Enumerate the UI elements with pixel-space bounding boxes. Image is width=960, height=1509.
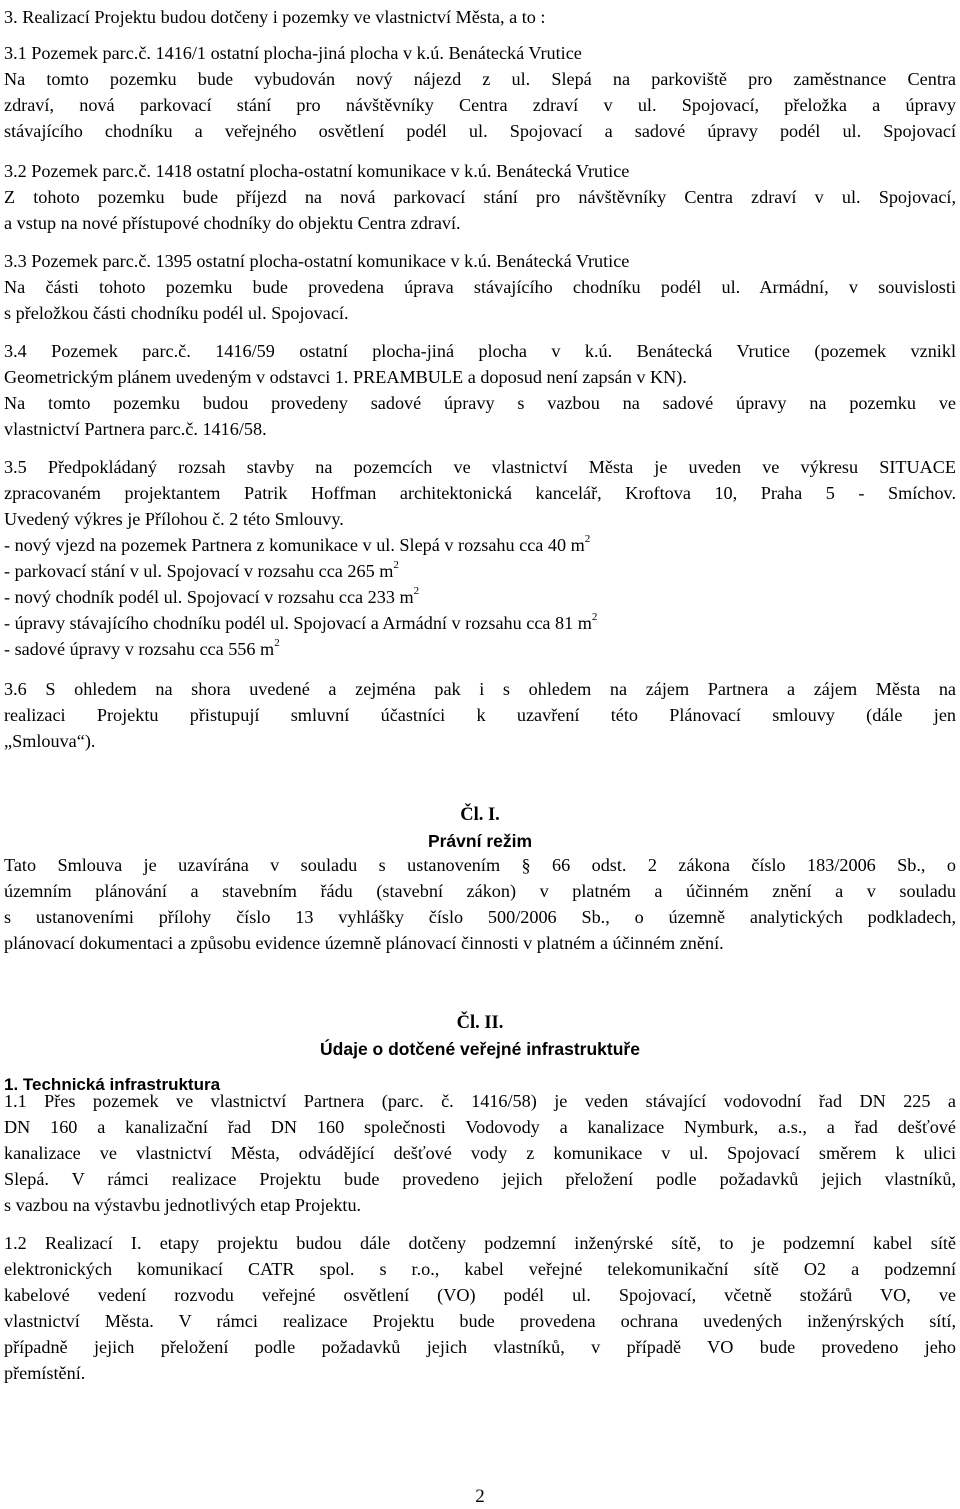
text-line-content: kanalizace ve vlastnictví Města, odvádějící dešťové vody z komunikace v ul. Spojovací směrem k ulici bbox=[4, 1143, 956, 1163]
text-line bbox=[4, 702, 956, 728]
text-line-content: - parkovací stání v ul. Spojovací v rozsahu cca 265 m bbox=[4, 561, 394, 581]
text-line bbox=[4, 1256, 956, 1282]
text-line-content: Na tomto pozemku budou provedeny sadové úpravy s vazbou na sadové úpravy na pozemku ve bbox=[4, 393, 956, 413]
text-line bbox=[4, 558, 956, 584]
text-line bbox=[4, 930, 956, 956]
section-heading: Údaje o dotčené veřejné infrastruktuře bbox=[320, 1039, 640, 1059]
superscript: 2 bbox=[413, 584, 420, 597]
text-line-content: DN 160 a kanalizační řad DN 160 společnosti Vodovody a kanalizace Nymburk, a.s., a řad dešťové bbox=[4, 1117, 956, 1137]
text-line-content: - nový chodník podél ul. Spojovací v rozsahu cca 233 m bbox=[4, 587, 414, 607]
text-line bbox=[4, 852, 956, 878]
text-line bbox=[4, 1140, 956, 1166]
text-line bbox=[4, 4, 956, 30]
text-line bbox=[4, 1308, 956, 1334]
text-line-content: 3.5 Předpokládaný rozsah stavby na pozemcích ve vlastnictví Města je uveden ve výkresu SITUACE bbox=[4, 457, 956, 477]
text-line-content: 3.2 Pozemek parc.č. 1418 ostatní plocha-ostatní komunikace v k.ú. Benátecká Vrutice bbox=[4, 161, 630, 181]
text-line-content: 3.3 Pozemek parc.č. 1395 ostatní plocha-ostatní komunikace v k.ú. Benátecká Vrutice bbox=[4, 251, 630, 271]
text-line bbox=[4, 904, 956, 930]
text-line bbox=[4, 184, 956, 210]
text-line bbox=[4, 364, 956, 390]
section-heading: Právní režim bbox=[427, 831, 533, 851]
page-number: 2 bbox=[475, 1486, 485, 1507]
text-line-content: kabelové vedení rozvodu veřejné osvětlení (VO) podél ul. Spojovací, včetně stožárů VO, ve bbox=[4, 1285, 956, 1305]
text-line bbox=[4, 1282, 956, 1308]
text-line bbox=[4, 118, 956, 144]
text-line-content: přemístění. bbox=[4, 1363, 86, 1383]
text-line-content: 1.2 Realizací I. etapy projektu budou dále dotčeny podzemní inženýrské sítě, to je podzemní kabel sítě bbox=[4, 1233, 956, 1253]
text-line bbox=[4, 1192, 956, 1218]
section-heading: Čl. I. bbox=[460, 805, 500, 825]
text-line-content: 1.1 Přes pozemek ve vlastnictví Partnera (parc. č. 1416/58) je veden stávající vodovodní řad DN 225 a bbox=[4, 1091, 956, 1111]
text-line bbox=[4, 506, 956, 532]
text-line bbox=[4, 532, 956, 558]
text-line-content: Na tomto pozemku bude vybudován nový nájezd z ul. Slepá na parkoviště pro zaměstnance Centra bbox=[4, 69, 956, 89]
text-line bbox=[4, 878, 956, 904]
section-heading: Čl. II. bbox=[456, 1013, 504, 1033]
text-line-content: elektronických komunikací CATR spol. s r.o., kabel veřejné telekomunikační sítě O2 a podzemní bbox=[4, 1259, 956, 1279]
text-line-content: 3.1 Pozemek parc.č. 1416/1 ostatní plocha-jiná plocha v k.ú. Benátecká Vrutice bbox=[4, 43, 582, 63]
text-line bbox=[4, 66, 956, 92]
text-line-content: Na části tohoto pozemku bude provedena úprava stávajícího chodníku podél ul. Armádní, v souvislosti bbox=[4, 277, 956, 297]
text-line bbox=[4, 416, 956, 442]
text-line bbox=[4, 610, 956, 636]
text-line-content: s ustanoveními přílohy číslo 13 vyhlášky číslo 500/2006 Sb., o územně analytických podkladech, bbox=[4, 907, 956, 927]
text-line bbox=[4, 248, 956, 274]
text-line-content: případně jejich přeložení podle požadavků jejich vlastníků, v případě VO bude provedeno jeho bbox=[4, 1337, 956, 1357]
text-line bbox=[4, 338, 956, 364]
text-line bbox=[4, 1114, 956, 1140]
text-line bbox=[4, 1360, 956, 1386]
subsection-heading: 1. Technická infrastruktura bbox=[4, 1075, 221, 1094]
superscript: 2 bbox=[393, 558, 399, 571]
text-line bbox=[4, 636, 956, 662]
text-line-content: Geometrickým plánem uvedeným v odstavci 1. PREAMBULE a doposud není zapsán v KN). bbox=[4, 367, 687, 387]
text-line-content: územním plánování a stavebním řádu (stavební zákon) v platném a účinném znění a v souladu bbox=[4, 881, 956, 901]
text-line bbox=[4, 480, 956, 506]
text-line-content: - sadové úpravy v rozsahu cca 556 m bbox=[4, 639, 275, 659]
text-line bbox=[4, 676, 956, 702]
text-line-content: s vazbou na výstavbu jednotlivých etap Projektu. bbox=[4, 1195, 362, 1215]
text-line-content: - nový vjezd na pozemek Partnera z komunikace v ul. Slepá v rozsahu cca 40 m bbox=[4, 535, 585, 555]
text-line bbox=[4, 728, 956, 754]
text-line bbox=[4, 40, 956, 66]
text-line-content: - úpravy stávajícího chodníku podél ul. Spojovací a Armádní v rozsahu cca 81 m bbox=[4, 613, 592, 633]
superscript: 2 bbox=[584, 532, 591, 545]
text-line bbox=[4, 158, 956, 184]
text-line bbox=[4, 454, 956, 480]
superscript: 2 bbox=[274, 636, 280, 649]
text-line bbox=[4, 1230, 956, 1256]
text-line-content: 3. Realizací Projektu budou dotčeny i pozemky ve vlastnictví Města, a to : bbox=[4, 7, 546, 27]
text-line bbox=[4, 92, 956, 118]
text-line-content: s přeložkou části chodníku podél ul. Spojovací. bbox=[4, 303, 349, 323]
text-line bbox=[4, 300, 956, 326]
text-line-content: Slepá. V rámci realizace Projektu bude provedeno jejich přeložení podle požadavků jejich vlastníků, bbox=[4, 1169, 956, 1189]
text-line-content: realizaci Projektu přistupují smluvní účastníci k uzavření této Plánovací smlouvy (dále jen bbox=[4, 705, 956, 725]
text-line-content: Z tohoto pozemku bude příjezd na nová parkovací stání pro návštěvníky Centra zdraví v ul. Spojovací, bbox=[4, 187, 956, 207]
text-line-content: Tato Smlouva je uzavírána v souladu s ustanovením § 66 odst. 2 zákona číslo 183/2006 Sb., o bbox=[4, 855, 956, 875]
text-line bbox=[4, 390, 956, 416]
text-line-content: a vstup na nové přístupové chodníky do objektu Centra zdraví. bbox=[4, 213, 461, 233]
text-line-content: stávajícího chodníku a veřejného osvětlení podél ul. Spojovací a sadové úpravy podél ul. Spojovací bbox=[4, 121, 956, 141]
text-line-content: zdraví, nová parkovací stání pro návštěvníky Centra zdraví v ul. Spojovací, přeložka a úpravy bbox=[4, 95, 956, 115]
text-line bbox=[4, 1166, 956, 1192]
text-line-content: Uvedený výkres je Přílohou č. 2 této Smlouvy. bbox=[4, 509, 344, 529]
text-line-content: 3.6 S ohledem na shora uvedené a zejména pak i s ohledem na zájem Partnera a zájem Města na bbox=[4, 679, 956, 699]
text-line-content: zpracovaném projektantem Patrik Hoffman architektonická kancelář, Kroftova 10, Praha 5 - Smíchov. bbox=[4, 483, 956, 503]
text-line bbox=[4, 210, 956, 236]
text-line bbox=[4, 1334, 956, 1360]
text-line bbox=[4, 584, 956, 610]
text-line-content: vlastnictví Partnera parc.č. 1416/58. bbox=[4, 419, 267, 439]
text-line-content: vlastnictví Města. V rámci realizace Projektu bude provedena ochrana uvedených inženýrských sítí, bbox=[4, 1311, 956, 1331]
text-line-content: „Smlouva“). bbox=[4, 731, 96, 751]
text-line-content: plánovací dokumentaci a způsobu evidence územně plánovací činnosti v platném a účinném znění. bbox=[4, 933, 724, 953]
text-line bbox=[4, 274, 956, 300]
superscript: 2 bbox=[591, 610, 598, 623]
text-line-content: 3.4 Pozemek parc.č. 1416/59 ostatní plocha-jiná plocha v k.ú. Benátecká Vrutice (pozemek vznikl bbox=[4, 341, 956, 361]
